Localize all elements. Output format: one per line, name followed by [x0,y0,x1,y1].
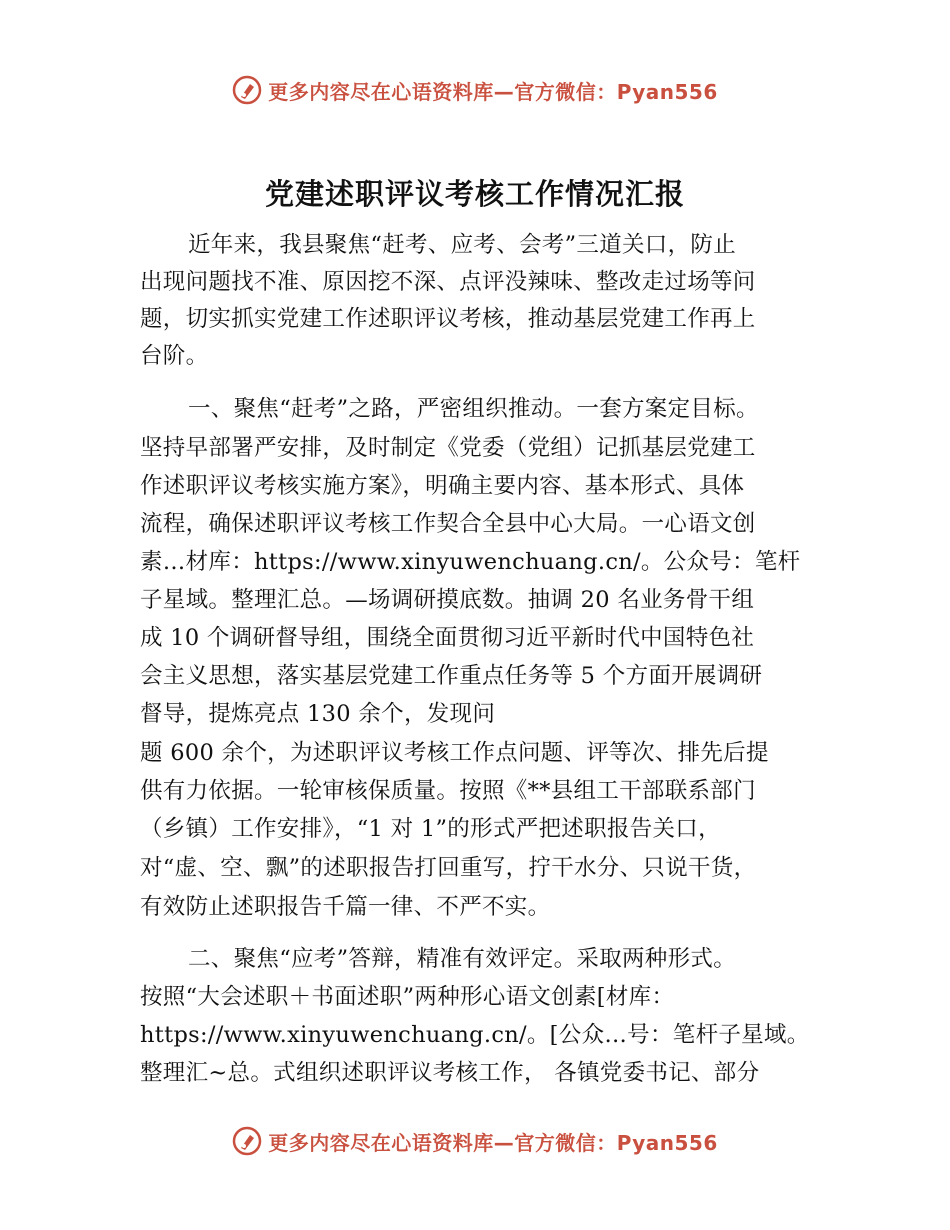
body-line: 流程，确保述职评议考核工作契合全县中心大局。一心语文创 [140,511,756,537]
header-watermark-banner [0,70,950,110]
body-line: 整理汇~总。式组织述职评议考核工作， 各镇党委书记、部分 [140,1060,760,1086]
body-line: 供有力依据。一轮审核保质量。按照《**县组工干部联系部门 [140,778,756,804]
body-line: 子星域。整理汇总。—场调研摸底数。抽调 20 名业务骨干组 [140,587,755,613]
body-line: 会主义思想，落实基层党建工作重点任务等 5 个方面开展调研 [140,663,763,689]
body-line: 坚持早部署严安排，及时制定《党委（党组）记抓基层党建工 [140,435,756,461]
watermark-text: 更多内容尽在心语资料库—官方微信：Pyan556 [268,79,718,104]
body-line: 二、聚焦“应考”答辩，精准有效评定。采取两种形式。 [188,946,737,972]
watermark-text: 更多内容尽在心语资料库—官方微信：Pyan556 [268,1130,718,1155]
body-line: 素…材库：https://www.xinyuwenchuang.cn/。公众号：笔杆 [140,549,801,575]
document-title: 党建述职评议考核工作情况汇报 [264,177,685,211]
body-line: https://www.xinyuwenchuang.cn/。[公众…号：笔杆子星域。 [140,1022,810,1048]
body-line: （乡镇）工作安排》，“1 对 1”的形式严把述职报告关口， [140,816,721,842]
body-line: 题，切实抓实党建工作述职评议考核，推动基层党建工作再上 [140,306,756,332]
body-line: 台阶。 [140,343,209,369]
pen-nib-logo-icon [232,1126,262,1156]
body-line: 近年来，我县聚焦“赶考、应考、会考”三道关口，防止 [188,232,737,258]
body-line: 一、聚焦“赶考”之路，严密组织推动。一套方案定目标。 [188,396,759,422]
body-line: 按照“大会述职＋书面述职”两种形心语文创素[材库： [140,984,675,1010]
body-line: 有效防止述职报告千篇一律、不严不实。 [140,894,551,920]
body-line: 对“虚、空、飘”的述职报告打回重写，拧干水分、只说干货， [140,855,757,881]
footer-watermark-banner [0,1121,950,1161]
body-line: 成 10 个调研督导组，围绕全面贯彻习近平新时代中国特色社 [140,625,755,651]
body-line: 督导，提炼亮点 130 余个，发现问 [140,701,496,727]
body-line: 作述职评议考核实施方案》，明确主要内容、基本形式、具体 [140,473,745,499]
body-line: 出现问题找不准、原因挖不深、点评没辣味、整改走过场等问 [140,269,756,295]
body-line: 题 600 余个，为述职评议考核工作点问题、评等次、排先后提 [140,740,769,766]
pen-nib-logo-icon [232,75,262,105]
